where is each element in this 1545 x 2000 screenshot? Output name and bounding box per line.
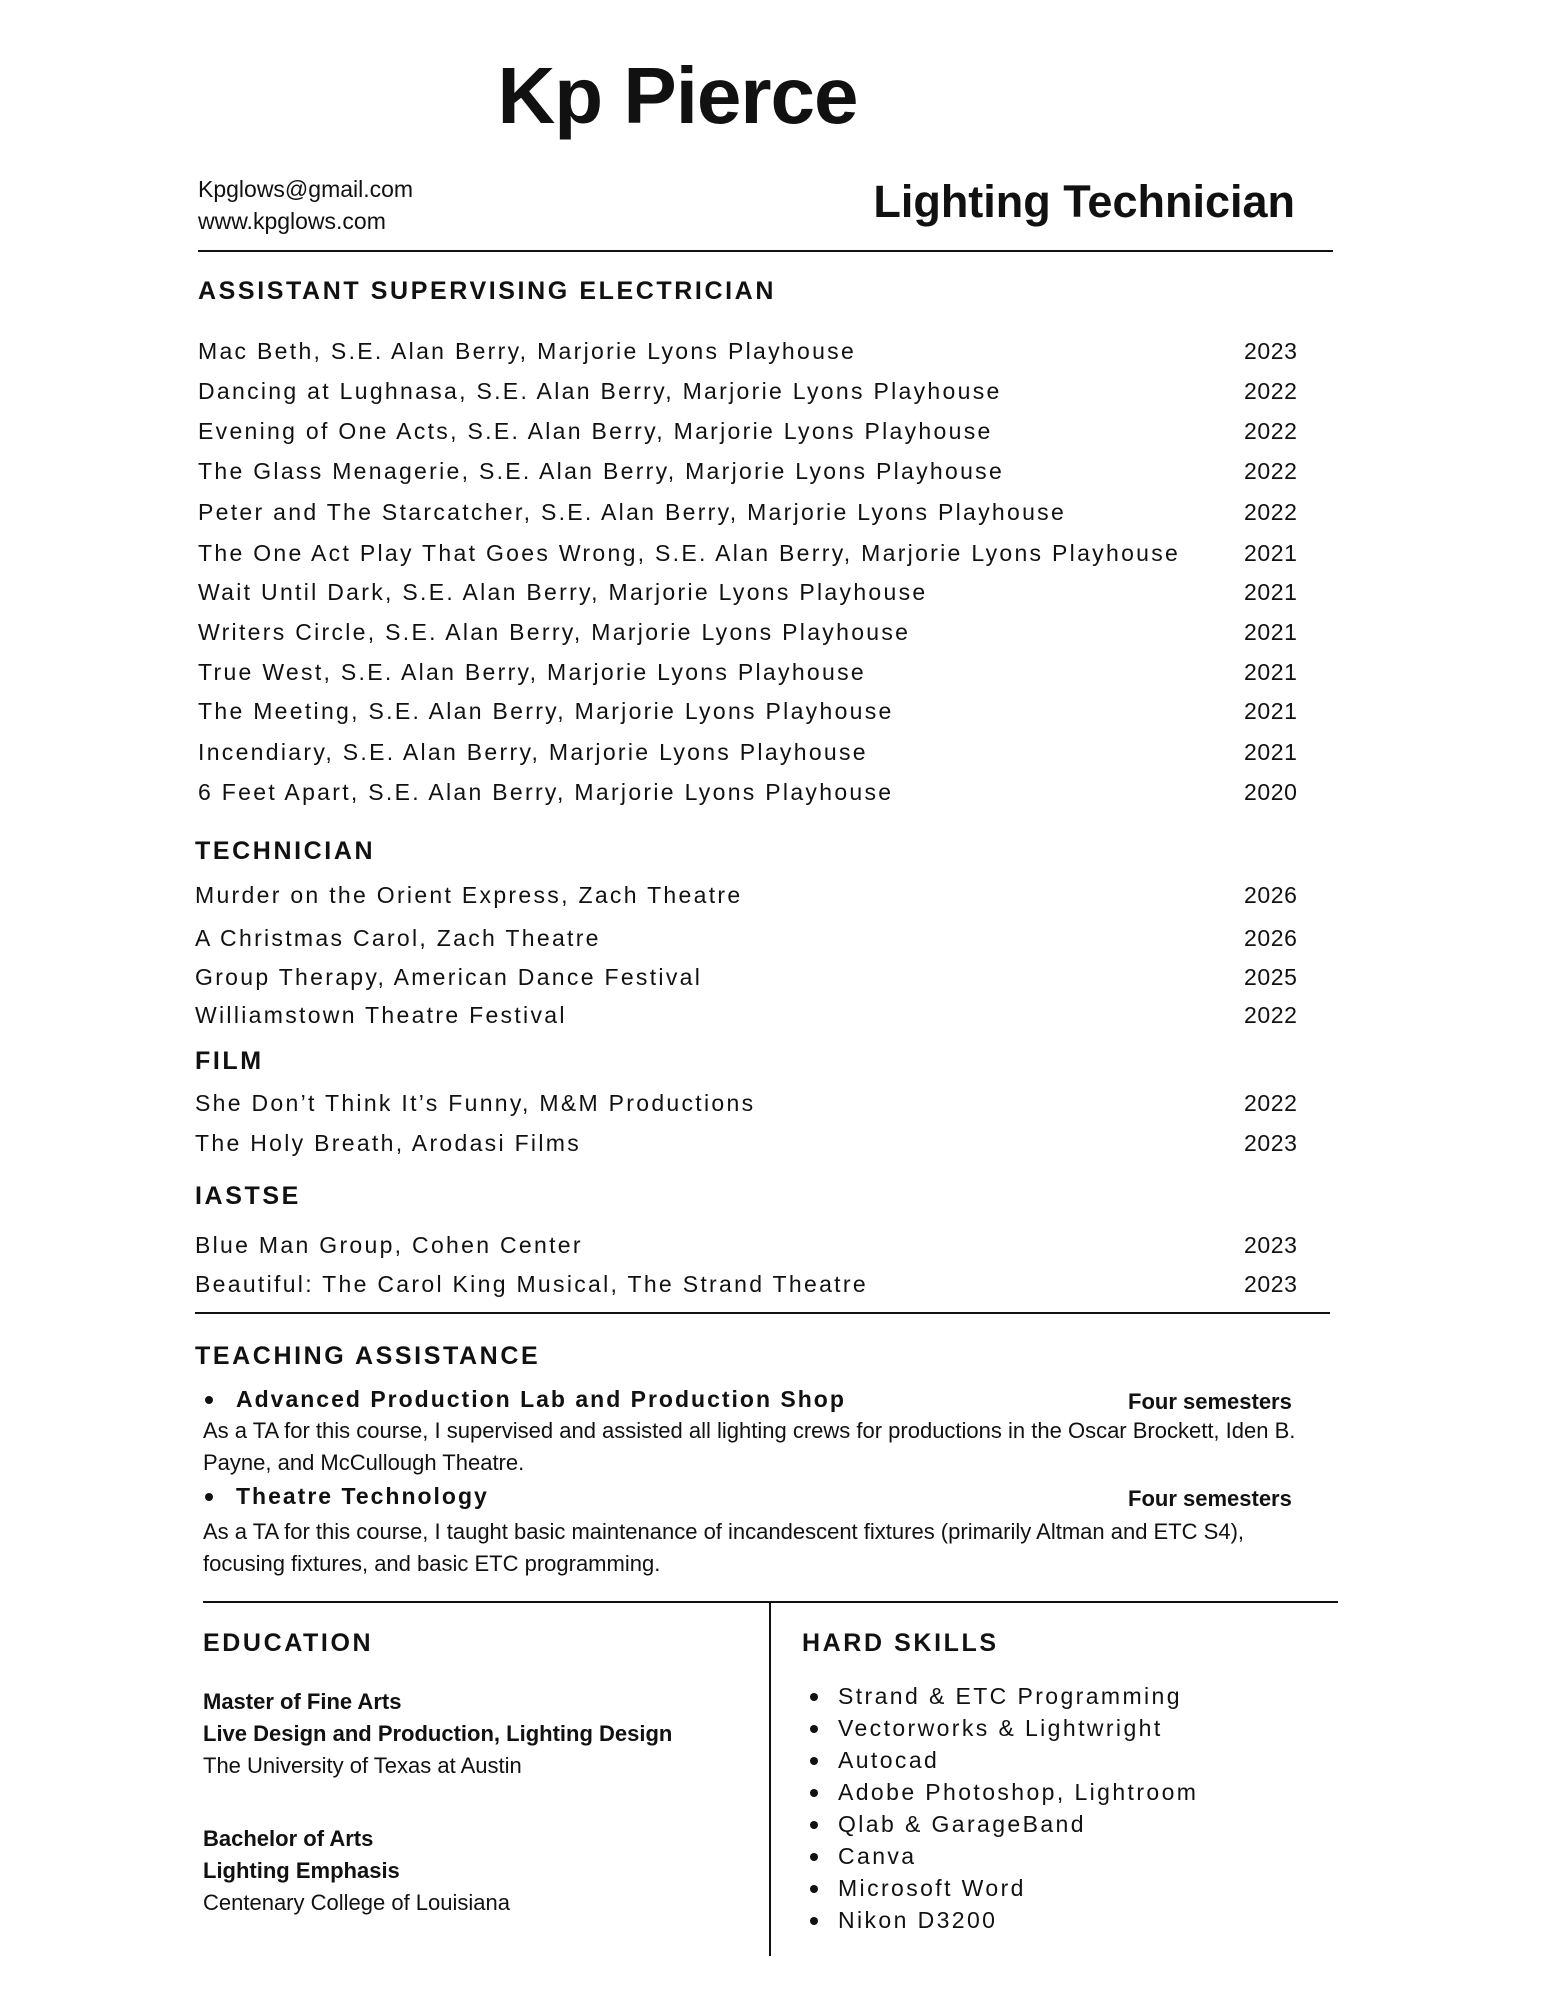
experience-year: 2023 [1244,338,1298,364]
experience-year: 2021 [1244,659,1298,685]
experience-entry: The Meeting, S.E. Alan Berry, Marjorie Lyons Playhouse [198,698,894,724]
bullet-icon [205,1493,213,1501]
experience-entry: Peter and The Starcatcher, S.E. Alan Berry, Marjorie Lyons Playhouse [198,499,1067,525]
experience-entry: Mac Beth, S.E. Alan Berry, Marjorie Lyons Playhouse [198,338,857,364]
section-heading-education: EDUCATION [203,1629,374,1657]
experience-entry: A Christmas Carol, Zach Theatre [195,925,601,951]
hard-skill-item: Canva [838,1843,917,1869]
iastse-divider [195,1312,1330,1314]
email-text: Kpglows@gmail.com [198,176,414,202]
experience-entry: Williamstown Theatre Festival [195,1002,567,1028]
hard-skill-item: Nikon D3200 [838,1907,998,1933]
degree-field: Live Design and Production, Lighting Design [203,1721,673,1746]
experience-entry: The Glass Menagerie, S.E. Alan Berry, Marjorie Lyons Playhouse [198,458,1005,484]
degree-block [203,1823,510,1919]
ta-course-description: As a TA for this course, I supervised and assisted all lighting crews for productions in the Oscar Brockett, Iden B. Payne, and McCullough Theatre. [203,1418,1296,1475]
experience-year: 2020 [1244,779,1298,805]
experience-entry: She Don’t Think It’s Funny, M&M Productions [195,1090,756,1116]
experience-year: 2022 [1244,1090,1298,1116]
experience-year: 2025 [1244,964,1298,990]
experience-year: 2022 [1244,418,1298,444]
degree-field: Lighting Emphasis [203,1858,400,1883]
section-heading-hard-skills: HARD SKILLS [802,1629,999,1657]
experience-year: 2021 [1244,619,1298,645]
experience-entry: Beautiful: The Carol King Musical, The Strand Theatre [195,1271,868,1297]
hard-skill-item: Vectorworks & Lightwright [838,1715,1163,1741]
hard-skill-item: Adobe Photoshop, Lightroom [838,1779,1199,1805]
experience-year: 2026 [1244,882,1298,908]
experience-year: 2022 [1244,499,1298,525]
experience-entry: True West, S.E. Alan Berry, Marjorie Lyons Playhouse [198,659,866,685]
bullet-icon [810,1853,818,1861]
experience-entry: Wait Until Dark, S.E. Alan Berry, Marjorie Lyons Playhouse [198,579,928,605]
website-text: www.kpglows.com [198,208,386,234]
degree-title: Bachelor of Arts [203,1826,374,1851]
experience-year: 2022 [1244,1002,1298,1028]
experience-year: 2021 [1244,540,1298,566]
section-heading-technician: TECHNICIAN [195,837,376,865]
ta-course-duration: Four semesters [1128,1486,1292,1511]
experience-year: 2023 [1244,1232,1298,1258]
section-heading-film: FILM [195,1047,264,1075]
experience-entry: Group Therapy, American Dance Festival [195,964,703,990]
degree-school: The University of Texas at Austin [203,1753,522,1778]
experience-entry: 6 Feet Apart, S.E. Alan Berry, Marjorie Lyons Playhouse [198,779,894,805]
ta-course-description: As a TA for this course, I taught basic maintenance of incandescent fixtures (primarily Altman and ETC S4), focusing fixtures, and basic ETC programming. [203,1519,1245,1576]
experience-entry: Evening of One Acts, S.E. Alan Berry, Marjorie Lyons Playhouse [198,418,993,444]
header-divider [198,250,1333,252]
experience-year: 2021 [1244,739,1298,765]
experience-year: 2026 [1244,925,1298,951]
experience-entry: Blue Man Group, Cohen Center [195,1232,583,1258]
experience-year: 2023 [1244,1271,1298,1297]
ta-course-title: Theatre Technology [236,1483,489,1509]
hard-skill-item: Strand & ETC Programming [838,1683,1182,1709]
degree-title: Master of Fine Arts [203,1689,402,1714]
ta-course-duration: Four semesters [1128,1389,1292,1414]
degree-block [203,1686,672,1782]
resume-name: Kp Pierce [497,51,858,140]
hard-skill-item: Autocad [838,1747,940,1773]
experience-entry: Dancing at Lughnasa, S.E. Alan Berry, Marjorie Lyons Playhouse [198,378,1002,404]
bullet-icon [810,1789,818,1797]
column-divider [769,1601,771,1956]
bullet-icon [810,1885,818,1893]
bullet-icon [810,1821,818,1829]
bullet-icon [810,1917,818,1925]
experience-entry: Writers Circle, S.E. Alan Berry, Marjorie Lyons Playhouse [198,619,911,645]
experience-year: 2023 [1244,1130,1298,1156]
experience-year: 2021 [1244,579,1298,605]
bullet-icon [205,1396,213,1404]
job-title: Lighting Technician [873,176,1295,227]
experience-year: 2021 [1244,698,1298,724]
bullet-icon [810,1725,818,1733]
section-heading-ase: ASSISTANT SUPERVISING ELECTRICIAN [198,277,776,305]
experience-entry: The One Act Play That Goes Wrong, S.E. Alan Berry, Marjorie Lyons Playhouse [198,540,1181,566]
experience-entry: Incendiary, S.E. Alan Berry, Marjorie Lyons Playhouse [198,739,868,765]
bullet-icon [810,1757,818,1765]
experience-entry: Murder on the Orient Express, Zach Theatre [195,882,743,908]
ta-course-title: Advanced Production Lab and Production Shop [236,1386,846,1412]
section-heading-teaching: TEACHING ASSISTANCE [195,1342,541,1370]
experience-year: 2022 [1244,378,1298,404]
hard-skill-item: Microsoft Word [838,1875,1026,1901]
section-heading-iastse: IASTSE [195,1182,301,1210]
hard-skill-item: Qlab & GarageBand [838,1811,1086,1837]
degree-school: Centenary College of Louisiana [203,1890,510,1915]
bullet-icon [810,1693,818,1701]
experience-entry: The Holy Breath, Arodasi Films [195,1130,582,1156]
experience-year: 2022 [1244,458,1298,484]
